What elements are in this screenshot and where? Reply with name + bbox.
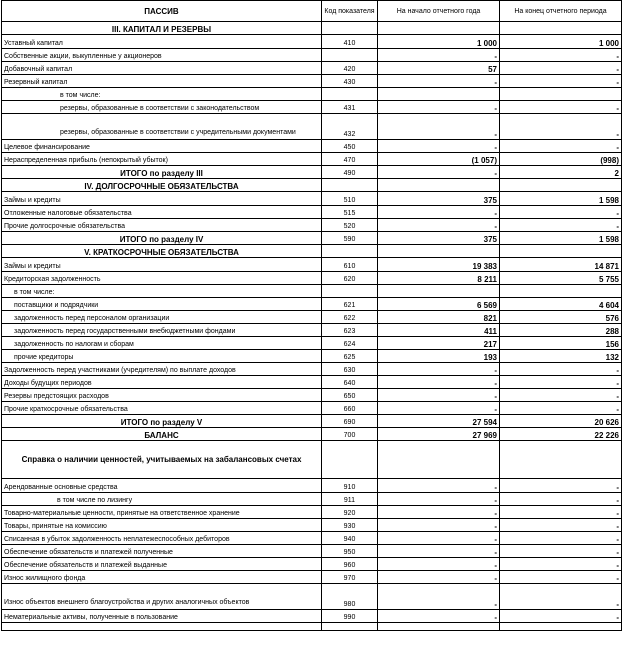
section-title-shortterm: V. КРАТКОСРОЧНЫЕ ОБЯЗАТЕЛЬСТВА [2, 245, 322, 258]
row-code: 910 [322, 479, 378, 493]
value-start: - [378, 506, 500, 519]
value-start: - [378, 101, 500, 114]
table-row [2, 272, 622, 285]
value-end: 576 [500, 311, 622, 324]
value-end: 2 [500, 166, 622, 179]
value-start: 193 [378, 350, 500, 363]
value-start: - [378, 519, 500, 532]
row-code: 690 [322, 415, 378, 428]
value-end: 5 755 [500, 272, 622, 285]
row-code: 450 [322, 140, 378, 153]
row-code: 620 [322, 272, 378, 285]
table-row [2, 324, 622, 337]
table-row [2, 75, 622, 88]
row-label: Нематериальные активы, полученные в пользование [2, 610, 322, 623]
section-row [2, 22, 622, 35]
row-label: Износ жилищного фонда [2, 571, 322, 584]
balance-row [2, 428, 622, 441]
row-code [322, 49, 378, 62]
row-label: Займы и кредиты [2, 192, 322, 206]
row-label: Обеспечение обязательств и платежей полученные [2, 545, 322, 558]
value-start: - [378, 206, 500, 219]
table-row [2, 101, 622, 114]
table-row [2, 35, 622, 49]
row-code: 590 [322, 232, 378, 245]
section-title-capital: III. КАПИТАЛ И РЕЗЕРВЫ [2, 22, 322, 35]
value-end: (998) [500, 153, 622, 166]
row-code: 470 [322, 153, 378, 166]
total-row [2, 166, 622, 179]
row-code: 515 [322, 206, 378, 219]
total-row [2, 232, 622, 245]
row-label: в том числе по лизингу [2, 493, 322, 506]
value-start: 217 [378, 337, 500, 350]
table-row [2, 140, 622, 153]
section-row [2, 179, 622, 192]
value-start: - [378, 166, 500, 179]
reference-title-row [2, 441, 622, 479]
row-code: 420 [322, 62, 378, 75]
row-code: 623 [322, 324, 378, 337]
row-label: поставщики и подрядчики [2, 298, 322, 311]
value-end: - [500, 610, 622, 623]
row-code: 960 [322, 558, 378, 571]
value-end: - [500, 493, 622, 506]
table-row [2, 519, 622, 532]
value-end: - [500, 532, 622, 545]
value-start: - [378, 610, 500, 623]
row-label: Арендованные основные средства [2, 479, 322, 493]
row-label: Прочие краткосрочные обязательства [2, 402, 322, 415]
value-end: - [500, 402, 622, 415]
row-code: 980 [322, 584, 378, 610]
row-label: Собственные акции, выкупленные у акционеров [2, 49, 322, 62]
value-start: - [378, 219, 500, 232]
value-start: 8 211 [378, 272, 500, 285]
row-label: Займы и кредиты [2, 258, 322, 272]
value-end: - [500, 389, 622, 402]
row-label: Кредиторская задолженность [2, 272, 322, 285]
value-start: 375 [378, 192, 500, 206]
value-start: - [378, 532, 500, 545]
balance-label: БАЛАНС [2, 428, 322, 441]
row-code: 970 [322, 571, 378, 584]
table-row [2, 298, 622, 311]
total-label: ИТОГО по разделу V [2, 415, 322, 428]
row-label-including: в том числе: [2, 88, 322, 101]
value-end: - [500, 584, 622, 610]
col-header-name: ПАССИВ [2, 1, 322, 22]
row-code: 990 [322, 610, 378, 623]
row-label: Товарно-материальные ценности, принятые на ответственное хранение [2, 506, 322, 519]
reference-title: Справка о наличии ценностей, учитываемых на забалансовых счетах [2, 441, 322, 479]
row-code: 624 [322, 337, 378, 350]
row-code: 940 [322, 532, 378, 545]
table-row [2, 479, 622, 493]
value-end: 156 [500, 337, 622, 350]
table-row [2, 571, 622, 584]
value-start: - [378, 363, 500, 376]
value-end: - [500, 75, 622, 88]
section-title-longterm: IV. ДОЛГОСРОЧНЫЕ ОБЯЗАТЕЛЬСТВА [2, 179, 322, 192]
table-row [2, 258, 622, 272]
value-end: 1 598 [500, 192, 622, 206]
value-start: (1 057) [378, 153, 500, 166]
value-start: 6 569 [378, 298, 500, 311]
row-code: 630 [322, 363, 378, 376]
table-row [2, 350, 622, 363]
row-label: Задолженность перед участниками (учредителям) по выплате доходов [2, 363, 322, 376]
value-end: - [500, 545, 622, 558]
value-end: - [500, 479, 622, 493]
table-row [2, 545, 622, 558]
row-label: Прочие долгосрочные обязательства [2, 219, 322, 232]
col-header-end: На конец отчетного периода [500, 1, 622, 22]
row-code: 410 [322, 35, 378, 49]
value-start: 57 [378, 62, 500, 75]
row-label: Отложенные налоговые обязательства [2, 206, 322, 219]
table-row [2, 389, 622, 402]
table-row [2, 153, 622, 166]
row-code: 431 [322, 101, 378, 114]
table-row [2, 506, 622, 519]
row-label: Нераспределенная прибыль (непокрытый убыток) [2, 153, 322, 166]
value-end: 1 598 [500, 232, 622, 245]
table-row [2, 558, 622, 571]
table-row [2, 206, 622, 219]
value-end: - [500, 506, 622, 519]
value-start: - [378, 584, 500, 610]
row-code: 510 [322, 192, 378, 206]
value-end: - [500, 363, 622, 376]
row-code: 950 [322, 545, 378, 558]
table-row [2, 114, 622, 140]
value-end: - [500, 49, 622, 62]
value-end: 22 226 [500, 428, 622, 441]
row-code: 430 [322, 75, 378, 88]
table-row [2, 219, 622, 232]
row-code: 640 [322, 376, 378, 389]
table-row [2, 88, 622, 101]
value-end: 20 626 [500, 415, 622, 428]
value-end: 288 [500, 324, 622, 337]
table-row [2, 363, 622, 376]
col-header-code: Код показателя [322, 1, 378, 22]
row-code: 920 [322, 506, 378, 519]
value-start: - [378, 75, 500, 88]
table-row [2, 49, 622, 62]
table-row [2, 610, 622, 623]
row-code: 911 [322, 493, 378, 506]
total-row [2, 415, 622, 428]
table-row [2, 311, 622, 324]
value-start: 821 [378, 311, 500, 324]
total-label: ИТОГО по разделу IV [2, 232, 322, 245]
row-code: 490 [322, 166, 378, 179]
balance-liabilities-table [1, 0, 622, 631]
row-label: Целевое финансирование [2, 140, 322, 153]
row-code: 700 [322, 428, 378, 441]
table-row [2, 62, 622, 75]
table-row [2, 192, 622, 206]
table-row [2, 402, 622, 415]
row-label: Резервы предстоящих расходов [2, 389, 322, 402]
value-start: 375 [378, 232, 500, 245]
value-end: - [500, 114, 622, 140]
value-end: - [500, 519, 622, 532]
value-start: - [378, 479, 500, 493]
value-end: - [500, 376, 622, 389]
value-start: 27 969 [378, 428, 500, 441]
row-label: Списанная в убыток задолженность неплатежеспособных дебиторов [2, 532, 322, 545]
row-label: резервы, образованные в соответствии с законодательством [2, 101, 322, 114]
value-end: 1 000 [500, 35, 622, 49]
value-start: - [378, 114, 500, 140]
value-start: 27 594 [378, 415, 500, 428]
row-code: 621 [322, 298, 378, 311]
value-end: 14 871 [500, 258, 622, 272]
value-start: - [378, 140, 500, 153]
row-code: 650 [322, 389, 378, 402]
row-label: Товары, принятые на комиссию [2, 519, 322, 532]
col-header-start: На начало отчетного года [378, 1, 500, 22]
row-code: 520 [322, 219, 378, 232]
row-label-including: в том числе: [2, 285, 322, 298]
row-label: задолженность перед государственными внебюджетными фондами [2, 324, 322, 337]
total-label: ИТОГО по разделу III [2, 166, 322, 179]
row-label: Уставный капитал [2, 35, 322, 49]
value-start: - [378, 571, 500, 584]
value-start: - [378, 545, 500, 558]
row-label: прочие кредиторы [2, 350, 322, 363]
value-end: - [500, 571, 622, 584]
table-row [2, 584, 622, 610]
row-code: 625 [322, 350, 378, 363]
table-row [2, 376, 622, 389]
value-end: 132 [500, 350, 622, 363]
table-row [2, 285, 622, 298]
value-start: - [378, 558, 500, 571]
section-row [2, 245, 622, 258]
value-start: 19 383 [378, 258, 500, 272]
value-end: - [500, 219, 622, 232]
value-end: 4 604 [500, 298, 622, 311]
table-header-row [2, 1, 622, 22]
value-start: - [378, 493, 500, 506]
value-end: - [500, 140, 622, 153]
value-end: - [500, 62, 622, 75]
row-label: Износ объектов внешнего благоустройства и других аналогичных объектов [2, 584, 322, 610]
value-start: 1 000 [378, 35, 500, 49]
table-row-empty [2, 623, 622, 631]
row-label: Добавочный капитал [2, 62, 322, 75]
row-label: Обеспечение обязательств и платежей выданные [2, 558, 322, 571]
row-code: 610 [322, 258, 378, 272]
row-label: задолженность перед персоналом организации [2, 311, 322, 324]
value-start: - [378, 402, 500, 415]
row-code: 432 [322, 114, 378, 140]
row-label: задолженность по налогам и сборам [2, 337, 322, 350]
value-end: - [500, 101, 622, 114]
table-row [2, 337, 622, 350]
value-end: - [500, 206, 622, 219]
table-row [2, 493, 622, 506]
table-row [2, 532, 622, 545]
row-label: Доходы будущих периодов [2, 376, 322, 389]
row-label: резервы, образованные в соответствии с учредительными документами [2, 114, 322, 140]
value-start: - [378, 49, 500, 62]
row-code: 930 [322, 519, 378, 532]
value-end: - [500, 558, 622, 571]
row-code: 622 [322, 311, 378, 324]
value-start: - [378, 376, 500, 389]
row-code: 660 [322, 402, 378, 415]
value-start: - [378, 389, 500, 402]
row-label: Резервный капитал [2, 75, 322, 88]
value-start: 411 [378, 324, 500, 337]
